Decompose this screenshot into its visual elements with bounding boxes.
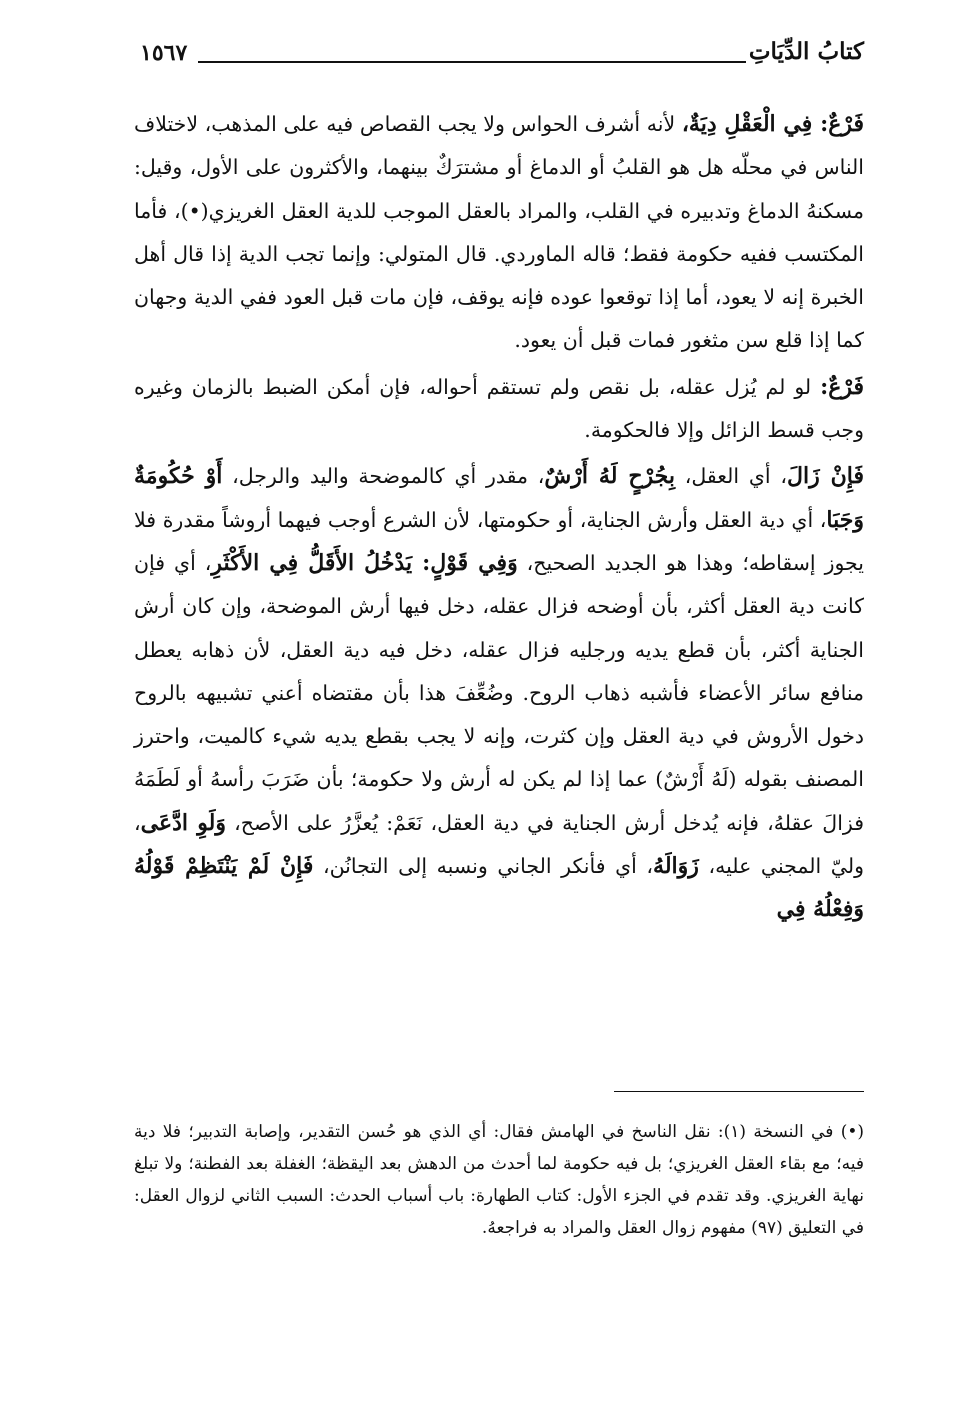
sharh-text: ، مقدر أي كالموضحة واليد والرجل، [222,464,545,489]
paragraph-far-aql [134,103,864,363]
footnote-rule [614,1091,864,1092]
paragraph-far-naqs [134,366,864,453]
matn-text: وَلَوِ ادَّعَى [140,809,227,836]
sharh-text: ، أي فأنكر الجاني ونسبه إلى التجانُن، [313,854,654,879]
matn-text: أَوْ حُكُومَةٌ وَجَبَا [134,463,864,533]
main-text [134,103,864,932]
paragraph-lead: فَرْعٌ: [820,373,864,400]
matn-text: بِجُرْحٍ لَهُ أَرْشٌ [544,463,675,490]
paragraph-text: لو لم يُزل عقله، بل نقص ولم تستقم أحواله، فإن أمكن الضبط بالزمان وغيره وجب قسط الزائل وإلا فالحكومة. [134,374,864,443]
sharh-text: ، أي العقل، [674,464,787,489]
header-rule [198,61,746,63]
sharh-text: ، أي فإن كانت دية العقل أكثر، بأن أوضحه فزال عقله، دخل فيها أرش الموضحة، وإن كان أرش الجناية أكثر، بأن قطع يديه ورجليه فزال عقله، دخل فيه دية العقل، لأن ذهابه يعطل منافع سائر الأعضاء فأشبه ذهاب الروح. وضُعِّفَ هذا بأن مقتضاه أعني تشبيهه بالروح دخول الأروش في دية العقل وإن كثرت، وإنه لا يجب بقطع يديه شيء كالميت، واحترز المصنف بقوله (لَهُ أَرْشٌ) عما إذا لم يكن له أرش ولا حكومة؛ بأن ضَرَبَ رأسهُ أو لَطَمَهُ فزالَ عقلهُ، فإنه يُدخل أرش الجناية في دية العقل، نَعَمْ: يُعزَّرُ على الأصح، [134,550,864,835]
sharh-text: ، وليّ المجني عليه، [134,810,864,879]
paragraph-zawal [134,455,864,931]
footnote [134,1116,864,1244]
matn-text: فَإِنْ لَمْ يَنْتَظِمْ قَوْلُهُ وَفِعْلُهُ فِي [134,853,864,923]
page-header [140,36,864,76]
sharh-text: ، أي دية العقل وأرش الجناية، أو حكومتها، لأن الشرع أوجب فيهما أروشاً مقدرة فلا يجوز إسقاطه؛ وهذا هو الجديد الصحيح، [134,507,864,575]
matn-text: زَوَالَهُ [653,853,699,880]
paragraph-lead: فَرْعٌ: فِي الْعَقْلِ دِيَةٌ، [681,111,864,137]
paragraph-text: لأنه أشرف الحواس ولا يجب القصاص فيه على المذهب، لاختلاف الناس في محلّه هل هو القلبُ أو الدماغ أو مشترَكٌ بينهما، والأكثرون على الأول، وقيل: مسكنهُ الدماغ وتدبيره في القلب، والمراد بالعقل الموجب للدية العقل الغريزي(•)، فأما المكتسب ففيه حكومة فقط؛ قاله الماوردي. قال المتولي: وإنما تجب الدية إذا قال أهل الخبرة إنه لا يعود، أما إذا توقعوا عوده فإنه يوقف، فإن مات قبل العود ففي الدية وجهان كما إذا قلع سن مثغور فمات قبل أن يعود. [134,112,864,353]
matn-text: وَفِي قَوْلٍ: يَدْخُلُ الأَقَلُّ فِي الأَكْثَرِ [211,549,518,576]
running-title: كتابُ الدِّيَاتِ [748,38,864,65]
matn-text: فَإِنْ زَالَ [787,463,865,490]
footnote-text: (•) في النسخة (١): نقل الناسخ في الهامش فقال: أي الذي هو حُسن التقدير، وإصابة التدبير؛ فلا دية فيه؛ مع بقاء العقل الغريزي؛ بل فيه حكومة لما أحدث من الدهش بعد اليقظة؛ الغفلة بعد الفطنة؛ ولا تبلغ نهاية الغريزي. وقد تقدم في الجزء الأول: كتاب الطهارة: باب أسباب الحدث: السبب الثاني لزوال العقل: في التعليق (٩٧) مفهوم زوال العقل والمراد به فراجعهُ. [134,1122,864,1238]
page-number: ١٥٦٧ [140,40,188,66]
